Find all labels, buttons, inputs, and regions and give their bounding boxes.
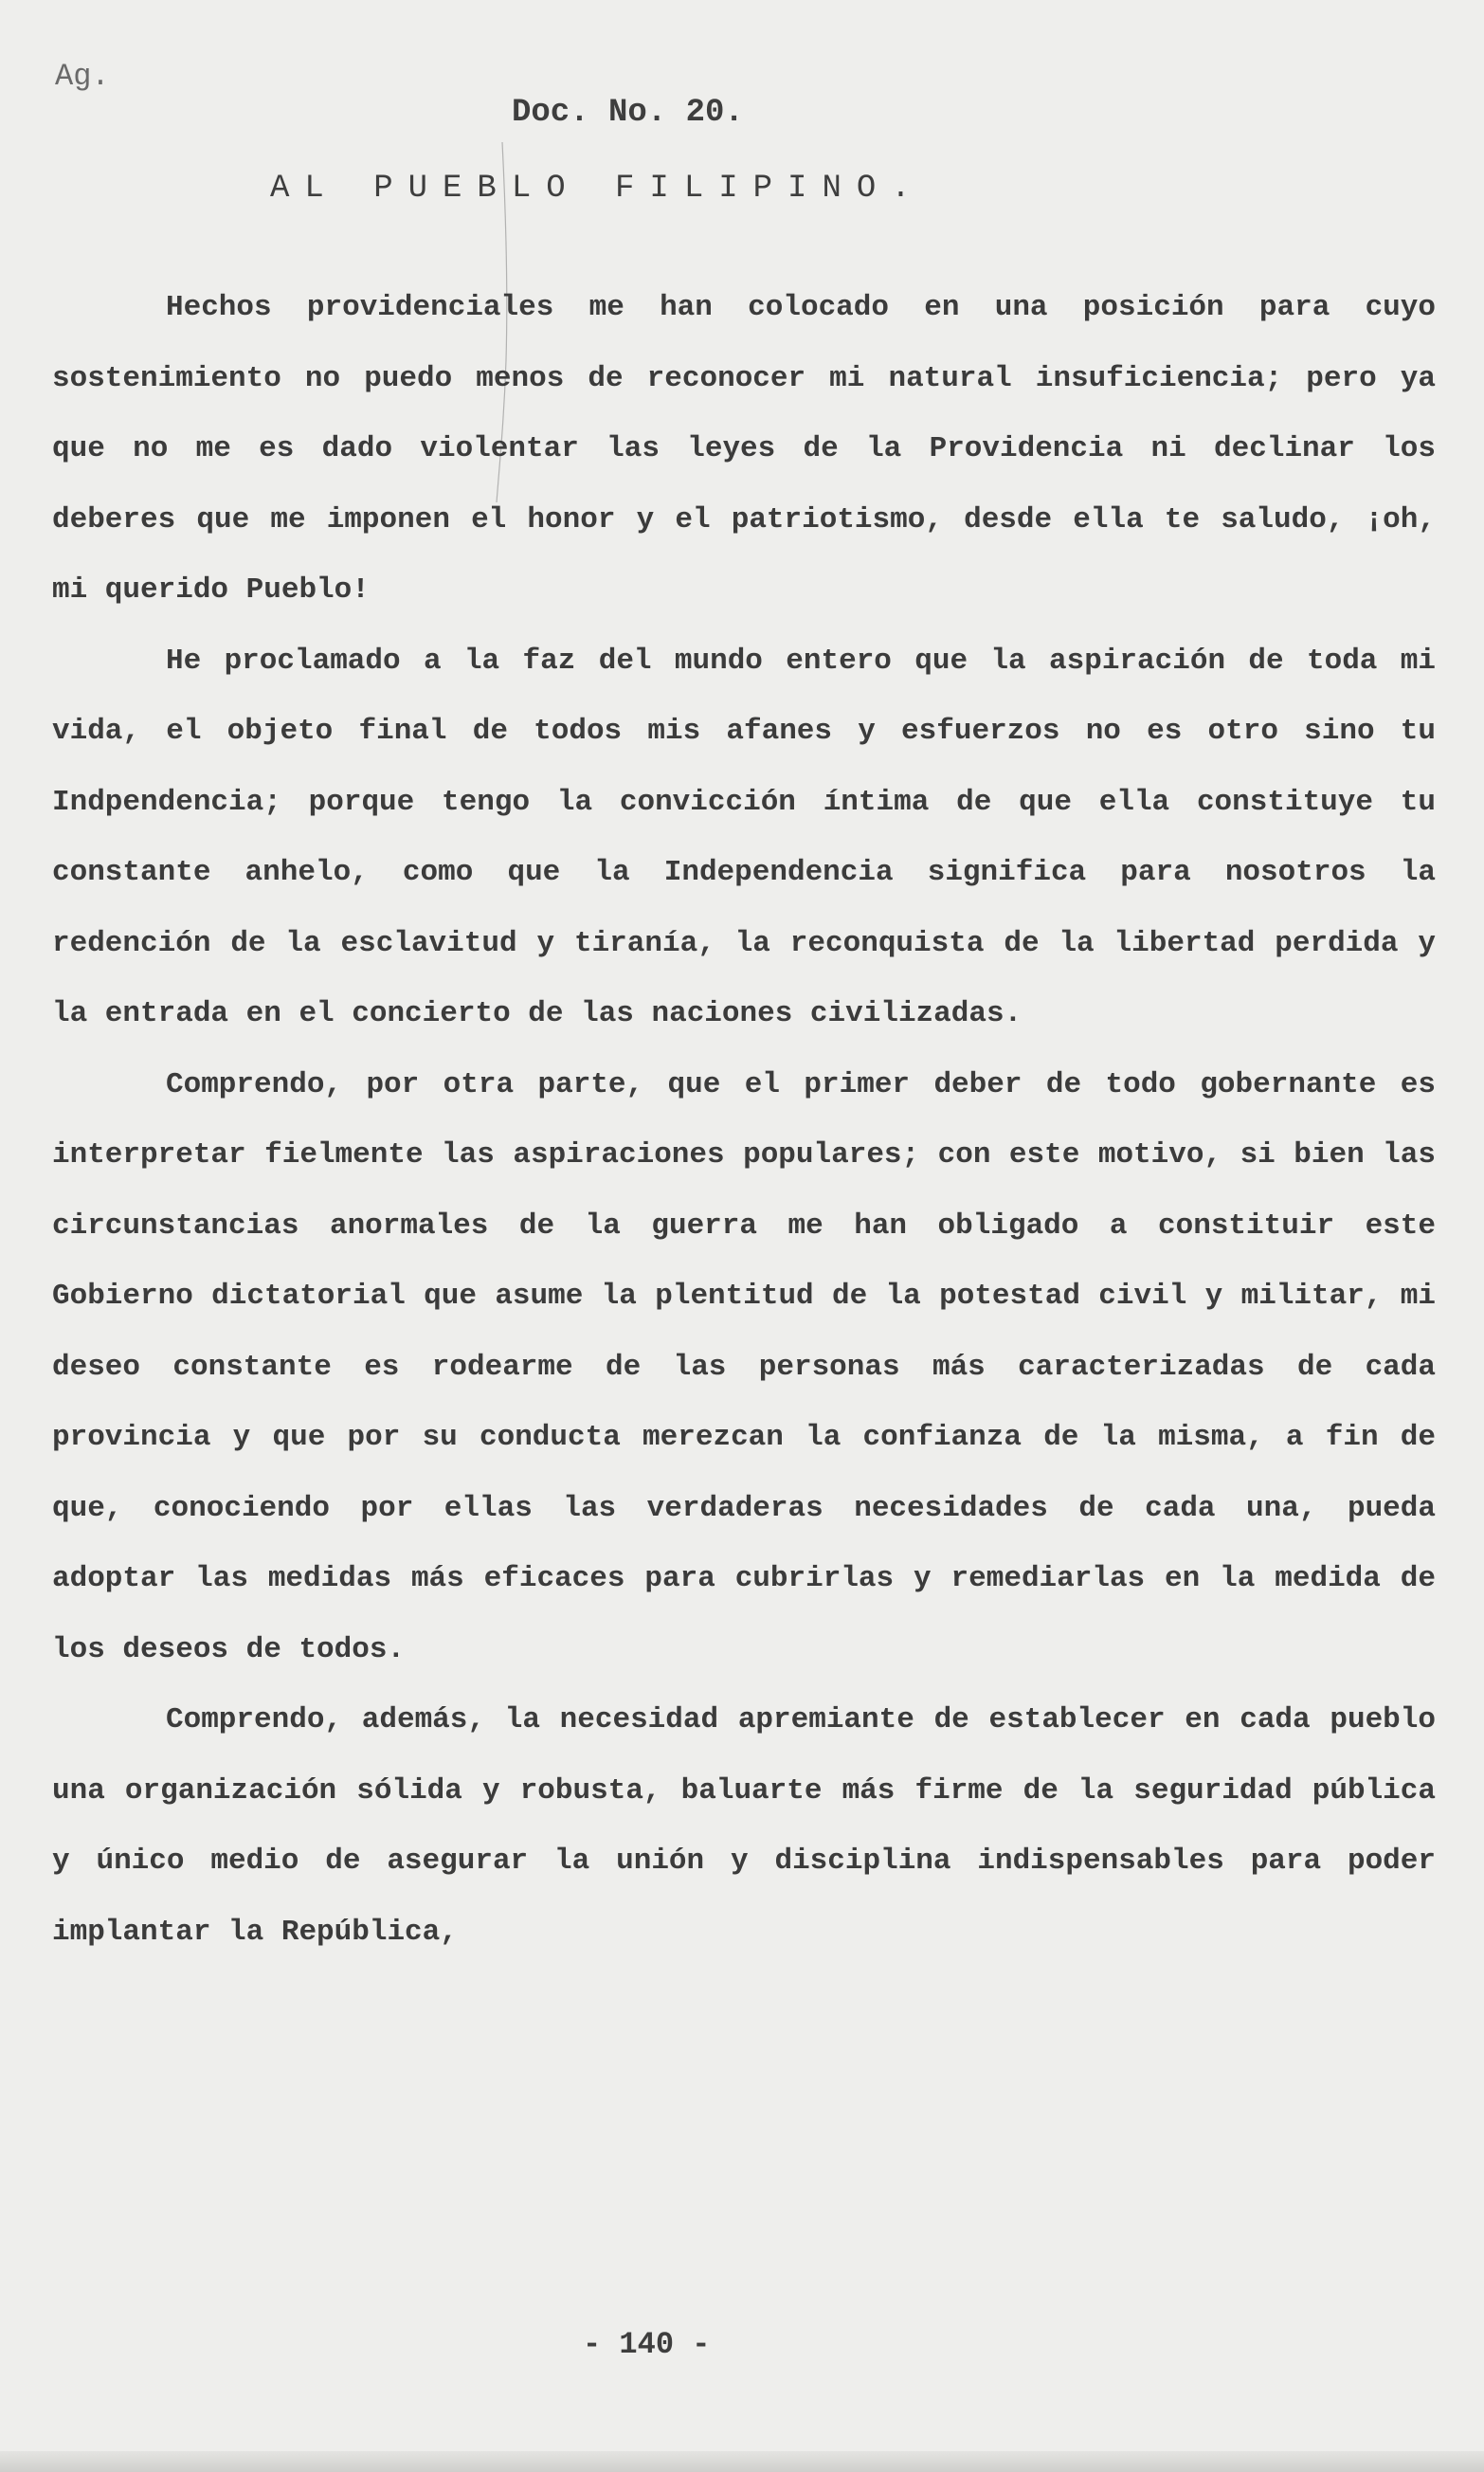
paragraph-4: Comprendo, además, la necesidad apremiante de establecer en cada pueblo una organización sólida y robusta, baluarte más firme de la seguridad pública y único medio de asegurar la unión y disciplina indispensables para poder implantar la República, — [52, 1703, 1436, 1949]
document-title: AL PUEBLO FILIPINO. — [270, 171, 926, 207]
letter-body — [52, 273, 1436, 1968]
paragraph-1: Hechos providenciales me han colocado en una posición para cuyo sostenimiento no puedo menos de reconocer mi natural insuficiencia; pero ya que no me es dado violentar las leyes de la Providencia ni declinar los deberes que me imponen el honor y el patriotismo, desde ella te saludo, ¡oh, mi querido Pueblo! — [52, 291, 1436, 607]
page-edge-shadow — [0, 2451, 1484, 2472]
page-number: - 140 - — [583, 2327, 711, 2362]
doc-number: Doc. No. 20. — [512, 95, 744, 131]
margin-note: Ag. — [55, 59, 110, 94]
paragraph-2: He proclamado a la faz del mundo entero que la aspiración de toda mi vida, el objeto final de todos mis afanes y esfuerzos no es otro sino tu Indpendencia; porque tengo la convicción íntima de que ella constituye tu constante anhelo, como que la Independencia significa para nosotros la redención de la esclavitud y tiranía, la reconquista de la libertad perdida y la entrada en el concierto de las naciones civilizadas. — [52, 644, 1436, 1030]
paragraph-3: Comprendo, por otra parte, que el primer deber de todo gobernante es interpretar fielmente las aspiraciones populares; con este motivo, si bien las circunstancias anormales de la guerra me han obligado a constituir este Gobierno dictatorial que asume la plentitud de la potestad civil y militar, mi deseo constante es rodearme de las personas más caracterizadas de cada provincia y que por su conducta merezcan la confianza de la misma, a fin de que, conociendo por ellas las verdaderas necesidades de cada una, pueda adoptar las medidas más eficaces para cubrirlas y remediarlas en la medida de los deseos de todos. — [52, 1067, 1436, 1666]
